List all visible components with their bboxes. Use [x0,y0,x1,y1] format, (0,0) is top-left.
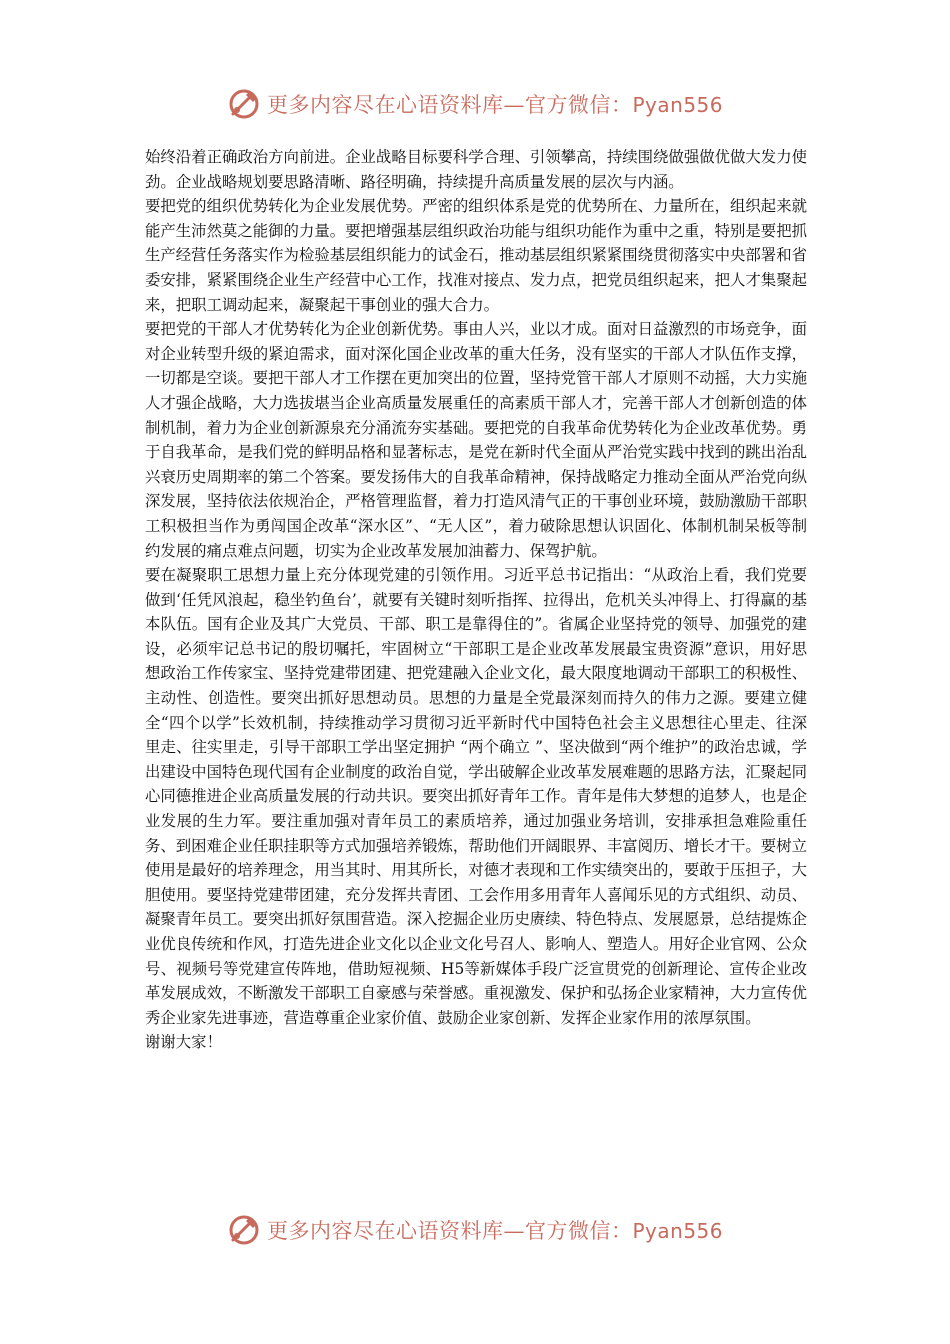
document-body [145,145,807,1055]
watermark-label: 更多内容尽在心语资料库—官方微信： [266,93,633,117]
watermark-handle: Pyan556 [632,1219,723,1243]
watermark-text [267,89,723,119]
footer-watermark [0,1210,950,1250]
paragraph-4: 要在凝聚职工思想力量上充分体现党建的引领作用。习近平总书记指出：“从政治上看，我们党要做到‘任凭风浪起，稳坐钓鱼台’，就要有关键时刻听指挥、拉得出，危机关头冲得上、打得赢的基本队伍。国有企业及其广大党员、干部、职工是靠得住的”。省属企业坚持党的领导、加强党的建设，必须牢记总书记的殷切嘱托，牢固树立“干部职工是企业改革发展最宝贵资源”意识，用好思想政治工作传家宝、坚持党建带团建、把党建融入企业文化，最大限度地调动干部职工的积极性、主动性、创造性。要突出抓好思想动员。思想的力量是全党最深刻而持久的伟力之源。要建立健全“四个以学”长效机制，持续推动学习贯彻习近平新时代中国特色社会主义思想往心里走、往深里走、往实里走，引导干部职工学出坚定拥护 “两个确立 ”、坚决做到“两个维护”的政治忠诚，学出建设中国特色现代国有企业制度的政治自觉，学出破解企业改革发展难题的思路方法，汇聚起同心同德推进企业高质量发展的行动共识。要突出抓好青年工作。青年是伟大梦想的追梦人，也是企业发展的生力军。要注重加强对青年员工的素质培养，通过加强业务培训，安排承担急难险重任务、到困难企业任职挂职等方式加强培养锻炼，帮助他们开阔眼界、丰富阅历、增长才干。要树立使用是最好的培养理念，用当其时、用其所长，对德才表现和工作实绩突出的，要敢于压担子，大胆使用。要坚持党建带团建，充分发挥共青团、工会作用多用青年人喜闻乐见的方式组织、动员、凝聚青年员工。要突出抓好氛围营造。深入挖掘企业历史赓续、特色特点、发展愿景，总结提炼企业优良传统和作风，打造先进企业文化以企业文化号召人、影响人、塑造人。用好企业官网、公众号、视频号等党建宣传阵地，借助短视频、H5等新媒体手段广泛宣贯党的创新理论、宣传企业改革发展成效，不断激发干部职工自豪感与荣誉感。重视激发、保护和弘扬企业家精神，大力宣传优秀企业家先进事迹，营造尊重企业家价值、鼓励企业家创新、发挥企业家作用的浓厚氛围。 [145,566,807,1027]
header-watermark [0,84,950,124]
brush-logo-icon [227,87,261,121]
paragraph-2: 要把党的组织优势转化为企业发展优势。严密的组织体系是党的优势所在、力量所在，组织起来就能产生沛然莫之能御的力量。要把增强基层组织政治功能与组织功能作为重中之重，特别是要把抓生产经营任务落实作为检验基层组织能力的试金石，推动基层组织紧紧围绕贯彻落实中央部署和省委安排，紧紧围绕企业生产经营中心工作，找准对接点、发力点，把党员组织起来，把人才集聚起来，把职工调动起来，凝聚起干事创业的强大合力。 [145,197,807,314]
paragraph-1: 始终沿着正确政治方向前进。企业战略目标要科学合理、引领攀高，持续围绕做强做优做大发力使劲。企业战略规划要思路清晰、路径明确，持续提升高质量发展的层次与内涵。 [145,148,807,191]
watermark-group [227,87,723,121]
watermark-text [267,1215,723,1245]
closing-line: 谢谢大家！ [145,1033,222,1052]
brush-logo-icon [227,1213,261,1247]
watermark-group [227,1213,723,1247]
watermark-label: 更多内容尽在心语资料库—官方微信： [266,1219,633,1243]
watermark-handle: Pyan556 [632,93,723,117]
paragraph-3: 要把党的干部人才优势转化为企业创新优势。事由人兴，业以才成。面对日益激烈的市场竞争，面对企业转型升级的紧迫需求，面对深化国企业改革的重大任务，没有坚实的干部人才队伍作支撑，一切都是空谈。要把干部人才工作摆在更加突出的位置，坚持党管干部人才原则不动摇，大力实施人才强企战略，大力选拔堪当企业高质量发展重任的高素质干部人才，完善干部人才创新创造的体制机制，着力为企业创新源泉充分涌流夯实基础。要把党的自我革命优势转化为企业改革优势。勇于自我革命，是我们党的鲜明品格和显著标志，是党在新时代全面从严治党实践中找到的跳出治乱兴衰历史周期率的第二个答案。要发扬伟大的自我革命精神，保持战略定力推动全面从严治党向纵深发展，坚持依法依规治企，严格管理监督，着力打造风清气正的干事创业环境，鼓励激励干部职工积极担当作为勇闯国企改革“深水区”、“无人区”，着力破除思想认识固化、体制机制呆板等制约发展的痛点难点问题，切实为企业改革发展加油蓄力、保驾护航。 [145,320,807,560]
